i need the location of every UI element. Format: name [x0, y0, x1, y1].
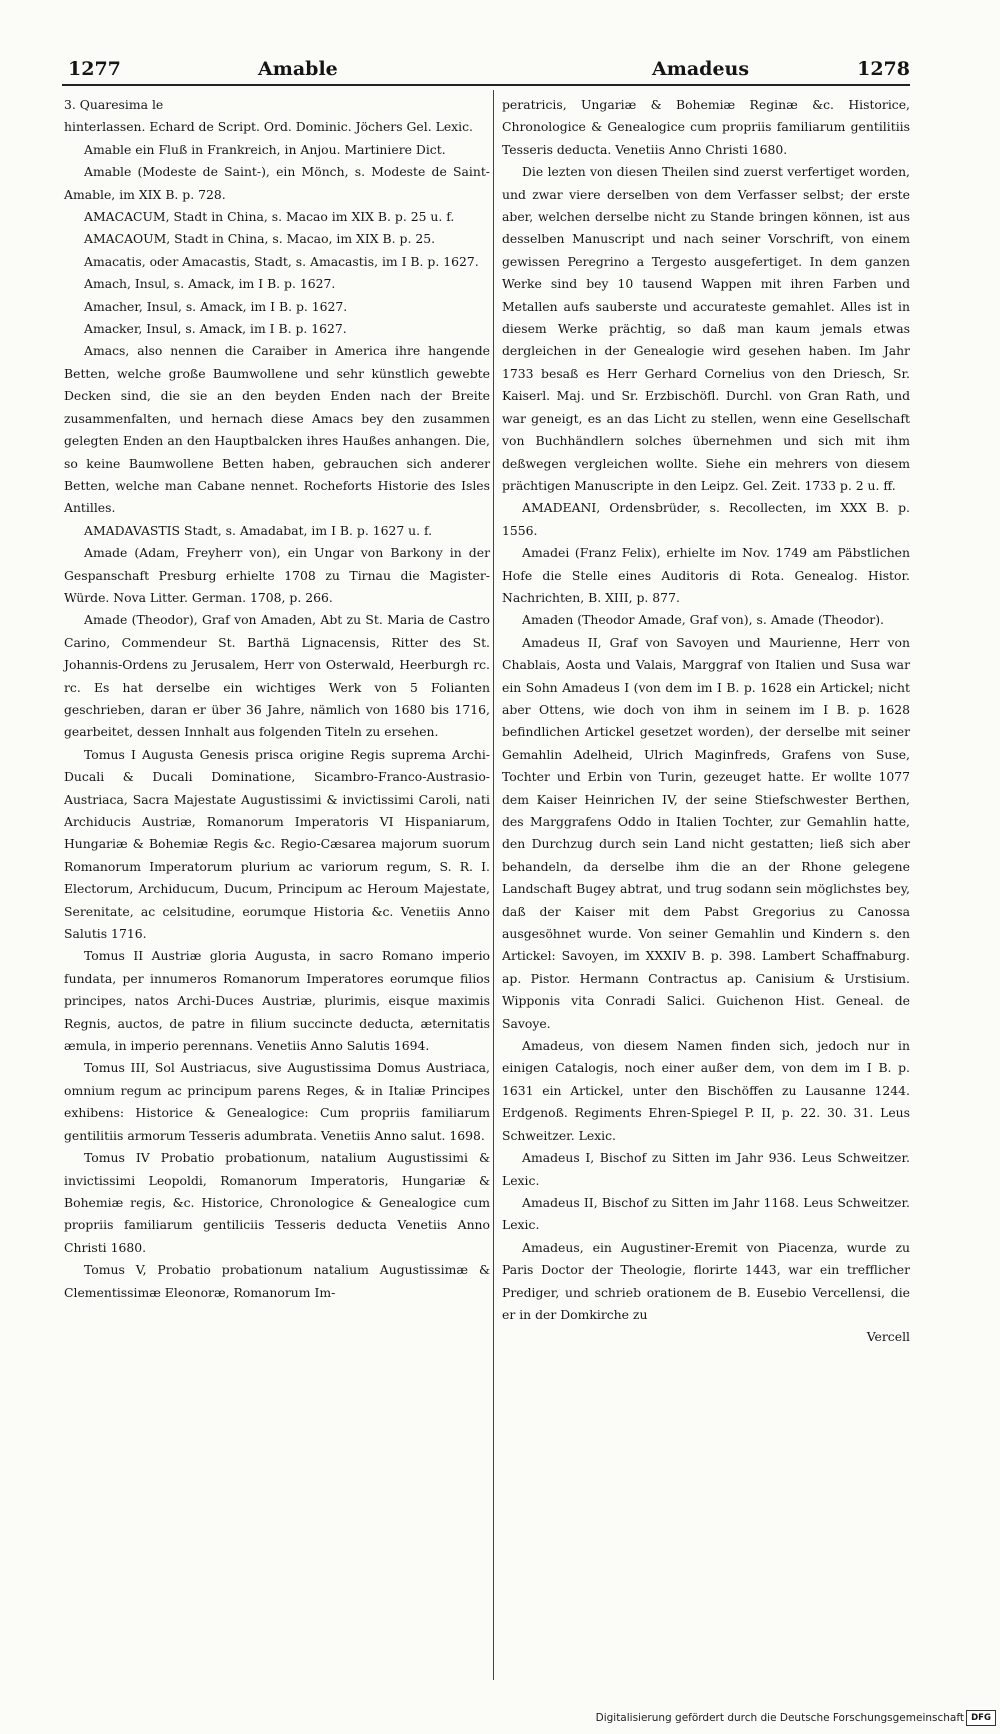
- entry-paragraph: AMADAVASTIS Stadt, s. Amadabat, im I B. p. 1627 u. f.: [84, 522, 433, 538]
- entry-paragraph: 3. Quaresima le: [64, 97, 164, 112]
- running-head-right: Amadeus: [652, 58, 750, 80]
- entry-paragraph: AMACAOUM, Stadt in China, s. Macao, im XIX B. p. 25.: [84, 231, 436, 247]
- entry-paragraph: Tomus III, Sol Austriacus, sive Augustissima Domus Austriaca, omnium regum ac principum parens Reges, & in Italiæ Principes exhibens: Historice & Genealogice: Cum propriis familiarum gentilitiis armorum Tesseris adumbrata. Venetiis Anno salut. 1698.: [64, 1060, 490, 1143]
- entry-paragraph: Amacher, Insul, s. Amack, im I B. p. 1627.: [84, 298, 348, 314]
- entry-paragraph: Amacs, also nennen die Caraiber in America ihre hangende Betten, welche große Baumwollene und sehr künstlich gewebte Decken sind, die sie an den beyden Enden nach der Breite zusammenfalten, und hernach diese Amacs bey den zusammen gelegten Enden an den Hauptbalcken ihres Haußes anhangen. Die, so keine Baumwollene Betten haben, gebrauchen sich anderer Betten, welche man Cabane nennet. Rocheforts Historie des Isles Antilles.: [64, 343, 490, 516]
- entry-paragraph: Amach, Insul, s. Amack, im I B. p. 1627.: [84, 276, 336, 292]
- page-number-right: 1278: [857, 58, 910, 80]
- page-header: [62, 58, 910, 84]
- footer: [0, 1706, 1000, 1730]
- dfg-logo: DFG: [966, 1710, 996, 1726]
- left-column: [64, 94, 490, 1304]
- entry-paragraph: Tomus V, Probatio probationum natalium Augustissimæ & Clementissimæ Eleonoræ, Romanorum Im-: [64, 1262, 490, 1300]
- page-number-left: 1277: [68, 58, 121, 80]
- entry-paragraph: peratricis, Ungariæ & Bohemiæ Reginæ &c. Historice, Chronologice & Genealogice cum propriis familiarum gentilitiis Tesseris deducta. Venetiis Anno Christi 1680.: [502, 97, 910, 157]
- header-rule: [62, 84, 910, 86]
- entry-paragraph: Amade (Theodor), Graf von Amaden, Abt zu St. Maria de Castro Carino, Commendeur St. Barthä Lignacensis, Ritter des St. Johannis-Ordens zu Jerusalem, Herr von Osterwald, Heerburgh rc. rc. Es hat derselbe ein wichtiges Werk von 5 Folianten geschrieben, daran er über 36 Jahre, nämlich von 1680 bis 1716, gearbeitet, dessen Innhalt aus folgenden Titeln zu ersehen.: [64, 612, 490, 740]
- entry-paragraph: AMADEANI, Ordensbrüder, s. Recollecten, im XXX B. p. 1556.: [502, 500, 910, 538]
- entry-paragraph: AMACACUM, Stadt in China, s. Macao im XIX B. p. 25 u. f.: [84, 209, 455, 225]
- entry-paragraph: Amadeus I, Bischof zu Sitten im Jahr 936. Leus Schweitzer. Lexic.: [502, 1150, 910, 1188]
- entry-paragraph: Amadeus, ein Augustiner-Eremit von Piacenza, wurde zu Paris Doctor der Theologie, florirte 1443, war ein trefflicher Prediger, und schrieb orationem de B. Eusebio Vercellensi, die er in der Domkirche zu: [502, 1239, 910, 1322]
- entry-paragraph: Amadeus II, Bischof zu Sitten im Jahr 1168. Leus Schweitzer. Lexic.: [502, 1194, 910, 1233]
- entry-paragraph: Amable (Modeste de Saint-), ein Mönch, s. Modeste de Saint-Amable, im XIX B. p. 728.: [64, 164, 490, 202]
- entry-paragraph: Tomus I Augusta Genesis prisca origine Regis suprema Archi-Ducali & Ducali Dominatione, Sicambro-Franco-Austrasio-Austriaca, Sacra Majestate Augustissimi & invictissimi Caroli, nati Archiducis Austriæ, Romanorum Imperatoris VI Hispaniarum, Hungariæ & Bohemiæ Regis &c. Regio-Cæsarea majorum suorum Romanorum Imperatorum plurium ac variorum regum, S. R. I. Electorum, Archiducum, Ducum, Principum ac Heroum Majestate, Serenitate, ac celsitudine, eorumque Historia &c. Venetiis Anno Salutis 1716.: [64, 746, 490, 942]
- entry-paragraph: Amacatis, oder Amacastis, Stadt, s. Amacastis, im I B. p. 1627.: [84, 253, 479, 269]
- entry-paragraph: Tomus IV Probatio probationum, natalium Augustissimi & invictissimi Leopoldi, Romanorum Imperatoris, Hungariæ & Bohemiæ regis, &c. Historice, Chronologice & Genealogice cum propriis familiarum gentiliciis Tesseris deducta Venetiis Anno Christi 1680.: [64, 1150, 490, 1255]
- entry-paragraph: Die lezten von diesen Theilen sind zuerst verfertiget worden, und zwar viere derselben von dem Verfasser selbst; der erste aber, welchen derselbe nicht zu Stande bringen können, ist aus desselben Manuscript und nach seiner Vorschrift, von einem gewissen Peregrino a Tergesto ausgefertiget. In dem ganzen Werke sind bey 10 tausend Wappen mit ihren Farben und Metallen aufs sauberste und accurateste gemahlet. Alles ist in diesem Werke prächtig, so daß man kaum jemals etwas dergleichen in der Genealogie wird gesehen haben. Im Jahr 1733 besaß es Herr Gerhard Cornelius von den Driesch, Sr. Kaiserl. Maj. und Sr. Erzbischöfl. Durchl. von Gran Rath, und war geneigt, es an das Licht zu stellen, wenn eine Gesellschaft von Buchhändlern solches übernehmen und sich mit ihm deßwegen vergleichen wollte. Siehe ein mehrers von diesem prächtigen Manuscripte in den Leipz. Gel. Zeit. 1733 p. 2 u. ff.: [502, 164, 910, 493]
- entry-paragraph: Amacker, Insul, s. Amack, im I B. p. 1627.: [84, 321, 347, 337]
- entry-paragraph: Tomus II Austriæ gloria Augusta, in sacro Romano imperio fundata, per innumeros Romanorum Imperatores eorumque filios principes, natos Archi-Duces Austriæ, plurimis, eisque maximis Regnis, auctos, de patre in filium succincte deducta, æternitatis æmula, in imperio perennans. Venetiis Anno Salutis 1694.: [64, 948, 490, 1054]
- entry-paragraph: Amadeus II, Graf von Savoyen und Maurienne, Herr von Chablais, Aosta und Valais, Marggraf von Italien und Susa war ein Sohn Amadeus I (von dem im I B. p. 1628 ein Artickel; nicht aber Ottens, wie doch von ihm in seinem im I B. p. 1628 befindlichen Artickel gesetzet worden), der derselbe mit seiner Gemahlin Adelheid, Ulrich Maginfreds, Grafens von Suse, Tochter und Erbin von Turin, gezeuget hatte. Er wollte 1077 dem Kaiser Heinrichen IV, der seine Stiefschwester Berthen, des Marggrafens Oddo in Italien Tochter, zur Gemahlin hatte, den Durchzug durch sein Land nicht gestatten; ließ sich aber behandeln, da derselbe ihm die an der Rhone gelegene Landschaft Bugey abtrat, und trug sodann sein möglichstes bey, daß der Kaiser mit dem Pabst Gregorius zu Canossa ausgesöhnet wurde. Von seiner Gemahlin und Kindern s. den Artickel: Savoyen, im XXXIV B. p. 398. Lambert Schaffnaburg. ap. Pistor. Hermann Contractus ap. Canisium & Urstisium. Wipponis vita Conradi Salici. Guichenon Hist. Geneal. de Savoye.: [502, 634, 910, 1031]
- column-divider: [493, 90, 494, 1680]
- entry-paragraph: Amade (Adam, Freyherr von), ein Ungar von Barkony in der Gespanschaft Presburg erhielte 1708 zu Tirnau die Magister-Würde. Nova Litter. German. 1708, p. 266.: [64, 545, 490, 605]
- entry-paragraph: Amadeus, von diesem Namen finden sich, jedoch nur in einigen Catalogis, noch einer außer dem, von dem im I B. p. 1631 ein Artickel, unter den Bischöffen zu Lausanne 1244. Erdgenoß. Regiments Ehren-Spiegel P. II, p. 22. 30. 31. Leus Schweitzer. Lexic.: [502, 1038, 910, 1143]
- entry-paragraph: hinterlassen. Echard de Script. Ord. Dominic. Jöchers Gel. Lexic.: [64, 119, 473, 135]
- digitization-credit: Digitalisierung gefördert durch die Deutsche Forschungsgemeinschaft: [595, 1712, 964, 1724]
- entry-paragraph: Amable ein Fluß in Frankreich, in Anjou. Martiniere Dict.: [84, 141, 446, 157]
- entry-paragraph: Vercell: [866, 1329, 910, 1345]
- right-column: [502, 94, 910, 1349]
- entry-paragraph: Amadei (Franz Felix), erhielte im Nov. 1749 am Päbstlichen Hofe die Stelle eines Auditoris di Rota. Genealog. Histor. Nachrichten, B. XIII, p. 877.: [502, 545, 910, 605]
- entry-paragraph: Amaden (Theodor Amade, Graf von), s. Amade (Theodor).: [522, 612, 884, 628]
- running-head-left: Amable: [258, 58, 338, 80]
